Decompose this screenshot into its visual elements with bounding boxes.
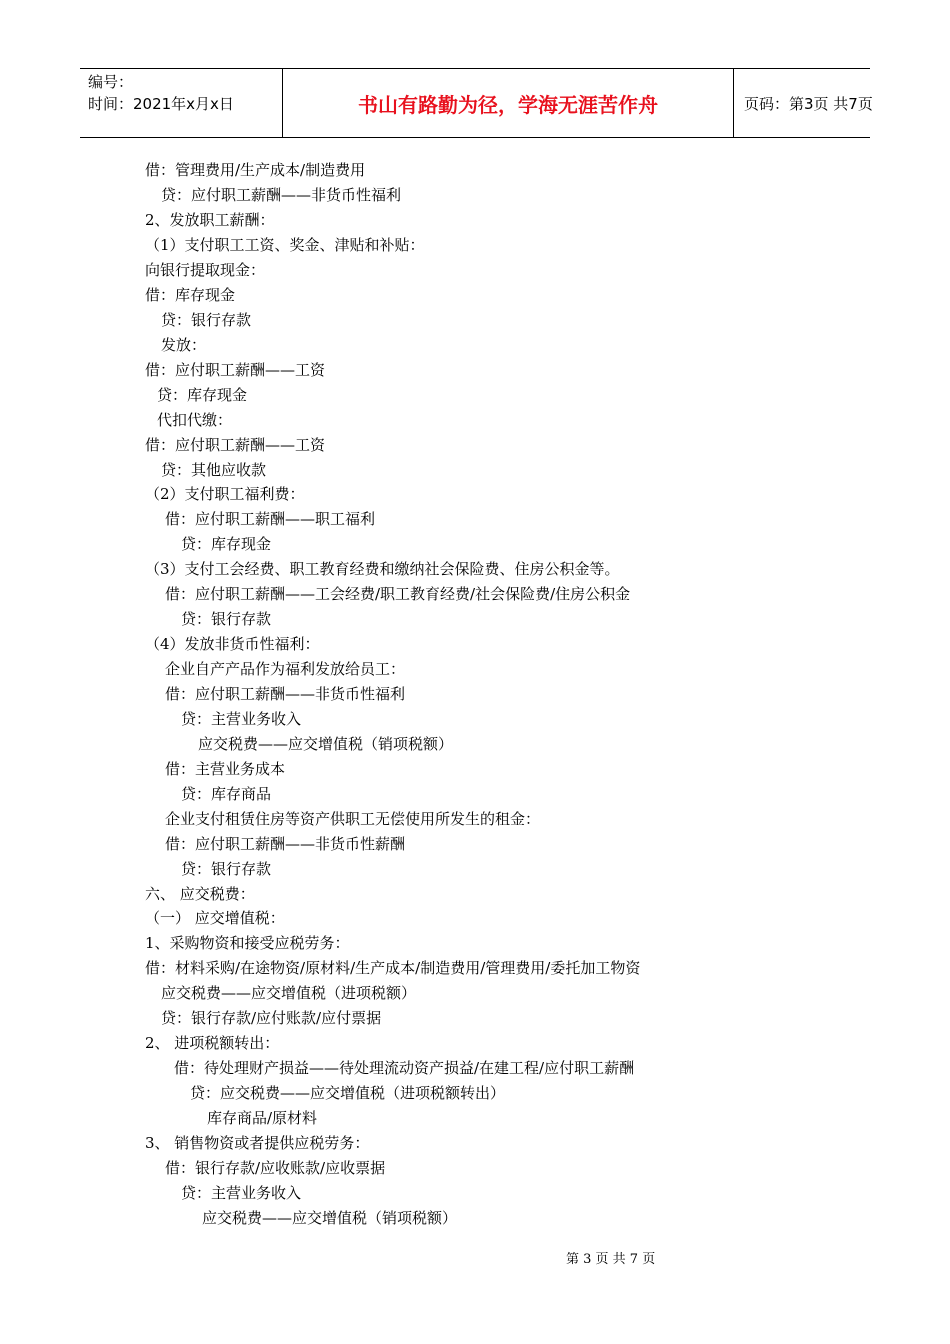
text-line: 贷：银行存款 bbox=[161, 311, 252, 329]
text-line: 六、 应交税费： bbox=[145, 885, 255, 903]
text-line: 借：库存现金 bbox=[145, 286, 236, 304]
text-line: 代扣代缴： bbox=[157, 411, 233, 429]
text-line: 贷：主营业务收入 bbox=[181, 1184, 302, 1202]
text-line: 贷：银行存款 bbox=[181, 610, 272, 628]
text-line: 贷：银行存款 bbox=[181, 860, 272, 878]
text-line: 借：材料采购/在途物资/原材料/生产成本/制造费用/管理费用/委托加工物资 bbox=[145, 959, 641, 977]
page-header bbox=[80, 68, 873, 138]
text-line: 应交税费——应交增值税（销项税额） bbox=[202, 1209, 458, 1227]
header-motto: 书山有路勤为径，学海无涯苦作舟 bbox=[282, 69, 734, 137]
text-line: 借：待处理财产损益——待处理流动资产损益/在建工程/应付职工薪酬 bbox=[174, 1059, 635, 1077]
header-meta bbox=[80, 69, 282, 137]
text-line: （一） 应交增值税： bbox=[145, 909, 285, 927]
text-line: 贷：库存商品 bbox=[181, 785, 272, 803]
header-page-info: 页码：第3页 共7页 bbox=[744, 94, 873, 113]
text-line: 应交税费——应交增值税（进项税额） bbox=[161, 984, 417, 1002]
text-line: 借：应付职工薪酬——工资 bbox=[145, 361, 326, 379]
text-line: 贷：库存现金 bbox=[181, 535, 272, 553]
text-line: （4）发放非货币性福利： bbox=[145, 635, 320, 653]
text-line: 库存商品/原材料 bbox=[207, 1109, 318, 1127]
text-line: 2、发放职工薪酬： bbox=[145, 211, 275, 229]
text-line: 贷：应交税费——应交增值税（进项税额转出） bbox=[190, 1084, 506, 1102]
text-line: 企业自产产品作为福利发放给员工： bbox=[165, 660, 406, 678]
text-line: 向银行提取现金： bbox=[145, 261, 266, 279]
text-line: 贷：其他应收款 bbox=[161, 461, 267, 479]
text-line: （3）支付工会经费、职工教育经费和缴纳社会保险费、住房公积金等。 bbox=[145, 560, 620, 578]
text-line: （1）支付职工工资、奖金、津贴和补贴： bbox=[145, 236, 425, 254]
text-line: 借：应付职工薪酬——职工福利 bbox=[165, 510, 376, 528]
text-line: 借：应付职工薪酬——非货币性福利 bbox=[165, 685, 406, 703]
text-line: 借：应付职工薪酬——非货币性薪酬 bbox=[165, 835, 406, 853]
text-line: 贷：库存现金 bbox=[157, 386, 248, 404]
text-line: 3、 销售物资或者提供应税劳务： bbox=[145, 1134, 370, 1152]
text-line: 2、 进项税额转出： bbox=[145, 1034, 280, 1052]
document-date: 时间：2021年x月x日 bbox=[88, 95, 234, 113]
text-line: 贷：主营业务收入 bbox=[181, 710, 302, 728]
text-line: 借：管理费用/生产成本/制造费用 bbox=[145, 161, 366, 179]
text-line: 贷：应付职工薪酬——非货币性福利 bbox=[161, 186, 402, 204]
text-line: 贷：银行存款/应付账款/应付票据 bbox=[161, 1009, 382, 1027]
text-line: 借：应付职工薪酬——工会经费/职工教育经费/社会保险费/住房公积金 bbox=[165, 585, 631, 603]
text-line: 借：主营业务成本 bbox=[165, 760, 286, 778]
text-line: 借：应付职工薪酬——工资 bbox=[145, 436, 326, 454]
text-line: 借：银行存款/应收账款/应收票据 bbox=[165, 1159, 386, 1177]
text-line: （2）支付职工福利费： bbox=[145, 485, 305, 503]
text-line: 发放： bbox=[161, 336, 207, 354]
document-number-label: 编号： bbox=[88, 73, 134, 91]
text-line: 应交税费——应交增值税（销项税额） bbox=[198, 735, 454, 753]
text-line: 1、采购物资和接受应税劳务： bbox=[145, 934, 350, 952]
page-footer: 第 3 页 共 7 页 bbox=[566, 1252, 656, 1267]
text-line: 企业支付租赁住房等资产供职工无偿使用所发生的租金： bbox=[165, 810, 541, 828]
